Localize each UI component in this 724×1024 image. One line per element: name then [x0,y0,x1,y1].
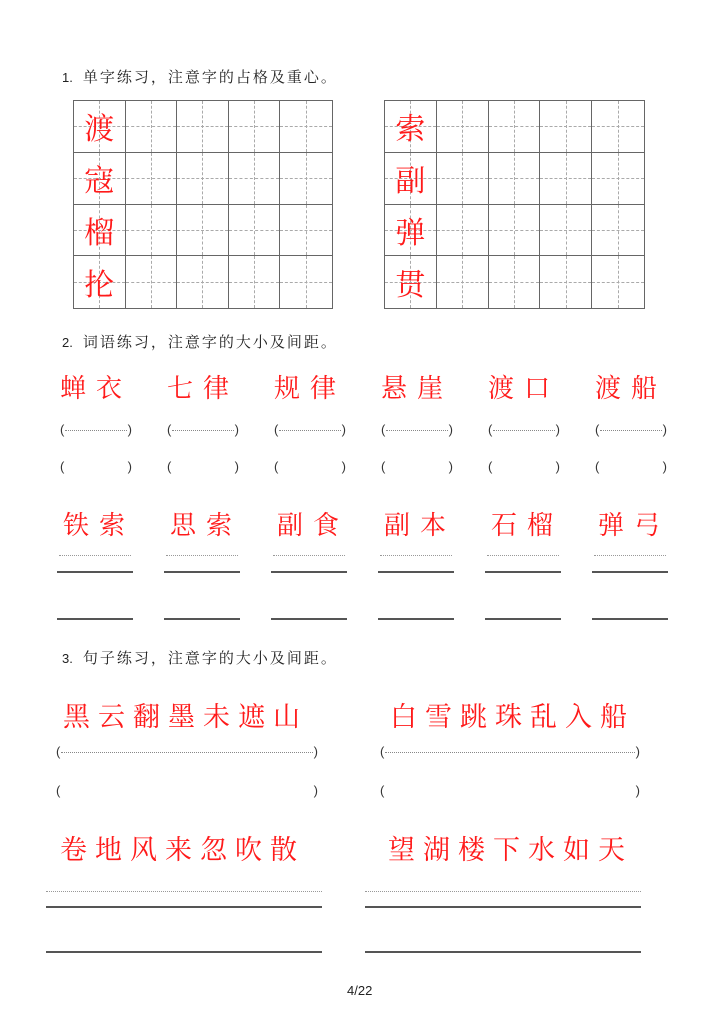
dotted-guide [65,430,127,431]
paren-close: ) [234,422,239,437]
word-row2-1-writing-line-1[interactable] [57,571,133,573]
model-char: 副 [395,164,426,200]
center-guide-horizontal [229,178,280,179]
center-guide-horizontal [126,126,177,127]
paren-close: ) [127,459,132,474]
center-guide-horizontal [229,282,280,283]
sentence-4-writing-line-1[interactable] [365,906,641,908]
tianzige-grid-right [384,100,645,309]
section1-number: 1. [62,70,73,85]
practice-cell[interactable] [126,101,178,153]
dotted-guide [279,430,341,431]
practice-cell[interactable] [229,153,281,205]
section1-heading [62,66,338,87]
paren-open: ( [595,459,600,474]
practice-cell[interactable] [592,101,644,153]
center-guide-horizontal [592,126,644,127]
paren-close: ) [313,783,318,798]
model-char: 索 [395,112,426,148]
paren-close: ) [313,744,318,759]
word-row2-3-writing-line-1[interactable] [271,571,347,573]
tianzige-grid-left [73,100,333,309]
practice-cell[interactable] [540,153,592,205]
practice-cell[interactable] [126,205,178,257]
word-row1-1-pinyin-box[interactable] [60,459,132,475]
paren-close: ) [341,459,346,474]
center-guide-horizontal [126,282,177,283]
word-row1-6-pinyin-box-dotted[interactable] [595,422,667,438]
paren-open: ( [60,422,65,437]
section2-heading [62,331,338,352]
paren-open: ( [595,422,600,437]
word-row1-6-pinyin-box[interactable] [595,459,667,475]
word-row2-6-writing-line-1[interactable] [592,571,668,573]
dotted-guide [172,430,234,431]
paren-close: ) [234,459,239,474]
center-guide-horizontal [489,178,540,179]
word-row2-4-writing-line-1[interactable] [378,571,454,573]
paren-open: ( [381,422,386,437]
word-row1-4-pinyin-box-dotted[interactable] [381,422,453,438]
practice-cell[interactable] [229,101,281,153]
word-row1-2: 七律 [167,374,240,404]
word-row2-4-writing-line-2[interactable] [378,618,454,620]
word-row2-6: 弹弓 [598,511,671,541]
sentence-2: 白雪跳珠乱入船 [390,702,635,733]
word-row2-1-writing-line-2[interactable] [57,618,133,620]
word-row2-5-writing-line-1[interactable] [485,571,561,573]
paren-open: ( [380,744,385,759]
practice-cell[interactable] [437,153,489,205]
model-char-cell [74,205,126,257]
practice-cell[interactable] [489,256,541,308]
word-row2-1-dotted-guide [59,555,131,556]
center-guide-horizontal [126,178,177,179]
sentence-1: 黑云翻墨未遮山 [63,702,308,733]
practice-cell[interactable] [177,101,229,153]
center-guide-horizontal [229,230,280,231]
paren-open: ( [56,783,61,798]
center-guide-horizontal [177,126,228,127]
sentence-3-dotted-guide [46,891,322,892]
practice-cell[interactable] [437,101,489,153]
practice-cell[interactable] [489,153,541,205]
word-row2-3-dotted-guide [273,555,345,556]
model-char: 贯 [395,268,426,304]
model-char-cell [385,153,437,205]
word-row1-5-pinyin-box-dotted[interactable] [488,422,560,438]
word-row1-1: 蝉衣 [60,374,133,404]
paren-open: ( [167,459,172,474]
center-guide-horizontal [177,282,228,283]
model-char-cell [74,101,126,153]
center-guide-horizontal [540,282,591,283]
center-guide-horizontal [592,282,644,283]
center-guide-horizontal [126,230,177,231]
center-guide-horizontal [280,282,332,283]
word-row2-6-dotted-guide [594,555,666,556]
word-row1-4-pinyin-box[interactable] [381,459,453,475]
word-row2-2-dotted-guide [166,555,238,556]
word-row2-2-writing-line-2[interactable] [164,618,240,620]
practice-cell[interactable] [540,205,592,257]
word-row1-2-pinyin-box[interactable] [167,459,239,475]
model-char-cell [74,153,126,205]
practice-cell[interactable] [177,153,229,205]
center-guide-horizontal [177,230,228,231]
word-row2-1: 铁索 [63,511,136,541]
paren-close: ) [662,459,667,474]
dotted-guide [61,752,313,753]
word-row2-3: 副食 [277,511,350,541]
practice-cell[interactable] [540,101,592,153]
practice-cell[interactable] [592,256,644,308]
model-char: 寇 [84,164,115,200]
word-row1-4: 悬崖 [381,374,454,404]
practice-cell[interactable] [280,101,332,153]
paren-close: ) [635,783,640,798]
practice-cell[interactable] [437,205,489,257]
practice-cell[interactable] [489,101,541,153]
word-row2-5-writing-line-2[interactable] [485,618,561,620]
paren-open: ( [60,459,65,474]
section2-title: 词语练习，注意字的大小及间距。 [82,333,338,351]
center-guide-horizontal [489,282,540,283]
center-guide-horizontal [437,282,488,283]
paren-close: ) [341,422,346,437]
center-guide-horizontal [280,126,332,127]
center-guide-horizontal [592,230,644,231]
practice-cell[interactable] [126,153,178,205]
word-row2-4-dotted-guide [380,555,452,556]
paren-close: ) [662,422,667,437]
word-row2-3-writing-line-2[interactable] [271,618,347,620]
paren-close: ) [448,422,453,437]
word-row1-6: 渡船 [595,374,668,404]
center-guide-horizontal [540,178,591,179]
word-row2-6-writing-line-2[interactable] [592,618,668,620]
paren-open: ( [488,422,493,437]
sentence-2-pinyin-box[interactable] [380,783,640,799]
practice-cell[interactable] [177,205,229,257]
model-char: 抡 [84,268,115,304]
word-row1-3-pinyin-box[interactable] [274,459,346,475]
page-number: 4/22 [347,983,373,998]
paren-close: ) [448,459,453,474]
dotted-guide [386,430,448,431]
sentence-1-pinyin-box-dotted[interactable] [56,744,318,760]
center-guide-horizontal [540,126,591,127]
section2-number: 2. [62,335,73,350]
center-guide-horizontal [489,230,540,231]
paren-close: ) [555,459,560,474]
word-row1-5-pinyin-box[interactable] [488,459,560,475]
sentence-2-pinyin-box-dotted[interactable] [380,744,640,760]
section3-number: 3. [62,651,73,666]
sentence-3: 卷地风来忽吹散 [60,835,305,866]
center-guide-horizontal [437,178,488,179]
paren-open: ( [274,459,279,474]
word-row2-2-writing-line-1[interactable] [164,571,240,573]
word-row1-2-pinyin-box-dotted[interactable] [167,422,239,438]
center-guide-horizontal [437,126,488,127]
paren-open: ( [274,422,279,437]
center-guide-horizontal [437,230,488,231]
paren-open: ( [56,744,61,759]
model-char: 榴 [84,215,115,251]
sentence-4-writing-line-2[interactable] [365,951,641,953]
model-char-cell [385,205,437,257]
word-row1-1-pinyin-box-dotted[interactable] [60,422,132,438]
practice-cell[interactable] [540,256,592,308]
center-guide-horizontal [540,230,591,231]
paren-open: ( [380,783,385,798]
section3-heading [62,647,338,668]
center-guide-horizontal [592,178,644,179]
section1-title: 单字练习，注意字的占格及重心。 [82,68,338,86]
practice-cell[interactable] [489,205,541,257]
word-row1-3-pinyin-box-dotted[interactable] [274,422,346,438]
dotted-guide [600,430,662,431]
model-char: 渡 [84,112,115,148]
practice-cell[interactable] [280,256,332,308]
model-char-cell [385,256,437,308]
center-guide-horizontal [280,178,332,179]
sentence-3-writing-line-2[interactable] [46,951,322,953]
sentence-1-pinyin-box[interactable] [56,783,318,799]
paren-close: ) [555,422,560,437]
dotted-guide [385,752,635,753]
model-char: 弹 [395,215,426,251]
sentence-4-dotted-guide [365,891,641,892]
word-row2-4: 副本 [384,511,457,541]
practice-cell[interactable] [177,256,229,308]
paren-open: ( [488,459,493,474]
sentence-4: 望湖楼下水如天 [388,835,633,866]
center-guide-horizontal [177,178,228,179]
paren-close: ) [635,744,640,759]
center-guide-horizontal [489,126,540,127]
model-char-cell [74,256,126,308]
paren-open: ( [167,422,172,437]
sentence-3-writing-line-1[interactable] [46,906,322,908]
paren-close: ) [127,422,132,437]
section3-title: 句子练习，注意字的大小及间距。 [82,649,338,667]
practice-cell[interactable] [592,205,644,257]
word-row2-5-dotted-guide [487,555,559,556]
word-row2-2: 思索 [170,511,243,541]
word-row1-3: 规律 [274,374,347,404]
practice-cell[interactable] [229,256,281,308]
practice-cell[interactable] [437,256,489,308]
center-guide-horizontal [280,230,332,231]
practice-cell[interactable] [280,205,332,257]
word-row1-5: 渡口 [488,374,561,404]
center-guide-horizontal [229,126,280,127]
practice-cell[interactable] [126,256,178,308]
practice-cell[interactable] [280,153,332,205]
practice-cell[interactable] [592,153,644,205]
word-row2-5: 石榴 [491,511,564,541]
model-char-cell [385,101,437,153]
paren-open: ( [381,459,386,474]
dotted-guide [493,430,555,431]
practice-cell[interactable] [229,205,281,257]
